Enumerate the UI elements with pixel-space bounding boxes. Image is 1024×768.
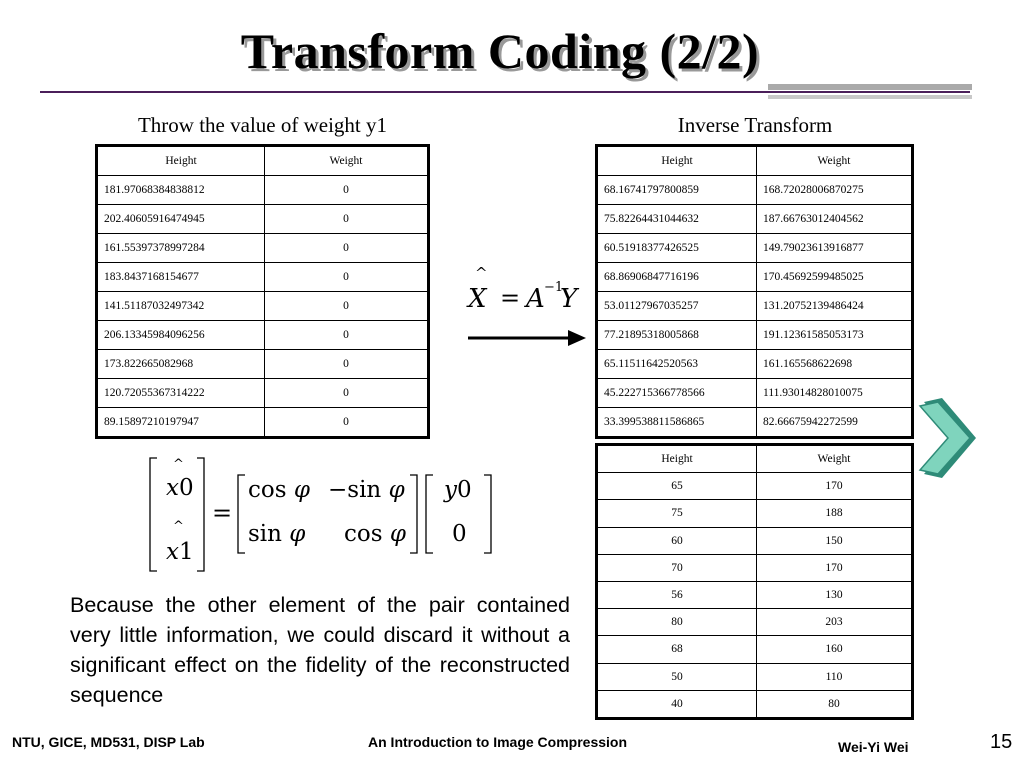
cell-weight: 0 (265, 321, 429, 350)
cell-weight: 131.20752139486424 (757, 292, 913, 321)
matrix-r1c2: −sin φ (328, 477, 405, 503)
cell-height: 68 (597, 636, 757, 663)
cell-height: 40 (597, 690, 757, 718)
cell-weight: 161.165568622698 (757, 350, 913, 379)
matrix-brackets (148, 455, 498, 575)
table-row (597, 663, 913, 690)
cell-height: 65 (597, 473, 757, 500)
table-row (597, 205, 913, 234)
cell-weight: 80 (757, 690, 913, 718)
table-row (597, 176, 913, 205)
cell-weight: 187.66763012404562 (757, 205, 913, 234)
table-row (97, 263, 429, 292)
table-row (97, 350, 429, 379)
cell-height: 53.01127967035257 (597, 292, 757, 321)
cell-height: 56 (597, 581, 757, 608)
table-row (97, 292, 429, 321)
inverse-transform-equation (460, 262, 590, 362)
cell-weight: 0 (265, 292, 429, 321)
column-header-weight: Weight (265, 146, 429, 176)
matrix-r2c1: sin φ (248, 521, 306, 547)
cell-height: 161.55397378997284 (97, 234, 265, 263)
caption-right: Inverse Transform (677, 113, 833, 137)
table-row (97, 321, 429, 350)
cell-height: 45.222715366778566 (597, 379, 757, 408)
cell-weight: 170.45692599485025 (757, 263, 913, 292)
inverse-superscript: −1 (544, 280, 564, 295)
title-rule (40, 91, 970, 93)
cell-height: 77.21895318005868 (597, 321, 757, 350)
cell-weight: 0 (265, 408, 429, 438)
cell-weight: 111.93014828010075 (757, 379, 913, 408)
table-discarded-weight (95, 144, 430, 439)
table-row (97, 379, 429, 408)
table-reconstructed (595, 144, 914, 439)
cell-weight: 191.12361585053173 (757, 321, 913, 350)
cell-height: 60.51918377426525 (597, 234, 757, 263)
table-header-row (597, 146, 913, 176)
cell-weight: 0 (265, 234, 429, 263)
cell-weight: 160 (757, 636, 913, 663)
cell-weight: 149.79023613916877 (757, 234, 913, 263)
cell-height: 68.16741797800859 (597, 176, 757, 205)
cell-height: 68.86906847716196 (597, 263, 757, 292)
slide-title: Transform Coding (2/2) (240, 23, 760, 79)
title-accent-bar-light (768, 95, 972, 99)
cell-height: 70 (597, 554, 757, 581)
rotation-equation (148, 455, 498, 575)
cell-weight: 82.66675942272599 (757, 408, 913, 438)
matrix-r2c2: cos φ (344, 521, 406, 547)
table-row (597, 636, 913, 663)
column-header-weight: Weight (757, 146, 913, 176)
cell-height: 120.72055367314222 (97, 379, 265, 408)
cell-height: 60 (597, 527, 757, 554)
footer-course-title: An Introduction to Image Compression (368, 734, 628, 750)
cell-height: 80 (597, 609, 757, 636)
vector-bottom: 0 (452, 521, 467, 547)
table-row (597, 408, 913, 438)
table-row (597, 350, 913, 379)
cell-height: 141.51187032497342 (97, 292, 265, 321)
table-row (597, 473, 913, 500)
vector-top: y0 (444, 477, 472, 503)
table-header-row (597, 445, 913, 473)
cell-height: 89.15897210197947 (97, 408, 265, 438)
cell-weight: 188 (757, 500, 913, 527)
column-header-height: Height (597, 445, 757, 473)
cell-weight: 168.72028006870275 (757, 176, 913, 205)
page-number: 15 (990, 731, 1013, 753)
column-header-height: Height (597, 146, 757, 176)
cell-weight: 0 (265, 263, 429, 292)
cell-height: 181.97068384838812 (97, 176, 265, 205)
hat-symbol: ^ (173, 519, 184, 534)
table-row (597, 234, 913, 263)
table-row (597, 292, 913, 321)
right-arrow-icon (468, 326, 588, 350)
equals-sign: = (500, 284, 521, 312)
table-row (97, 234, 429, 263)
cell-weight: 0 (265, 379, 429, 408)
next-arrow-icon (918, 396, 982, 482)
title-accent-bar (768, 84, 972, 90)
cell-height: 65.11511642520563 (597, 350, 757, 379)
table-row (597, 554, 913, 581)
column-header-height: Height (97, 146, 265, 176)
cell-height: 50 (597, 663, 757, 690)
cell-weight: 150 (757, 527, 913, 554)
table-row (597, 500, 913, 527)
lhs-top: x0 (166, 475, 194, 501)
cell-weight: 0 (265, 205, 429, 234)
matrix-symbol: A (526, 284, 545, 314)
cell-height: 75.82264431044632 (597, 205, 757, 234)
vector-symbol: Y (560, 284, 578, 314)
cell-height: 202.40605916474945 (97, 205, 265, 234)
table-row (597, 690, 913, 718)
table-row (597, 321, 913, 350)
table-row (597, 581, 913, 608)
cell-weight: 130 (757, 581, 913, 608)
table-row (597, 609, 913, 636)
cell-weight: 110 (757, 663, 913, 690)
matrix-r1c1: cos φ (248, 477, 310, 503)
footer-lab: NTU, GICE, MD531, DISP Lab (12, 734, 205, 750)
cell-height: 173.822665082968 (97, 350, 265, 379)
cell-height: 75 (597, 500, 757, 527)
table-row (597, 263, 913, 292)
equation-lhs: X (468, 284, 487, 314)
lhs-bottom: x1 (166, 539, 194, 565)
cell-weight: 203 (757, 609, 913, 636)
hat-symbol: ^ (475, 264, 488, 282)
cell-height: 33.399538811586865 (597, 408, 757, 438)
table-header-row (97, 146, 429, 176)
cell-weight: 170 (757, 554, 913, 581)
caption-left: Throw the value of weight y1 (137, 113, 388, 137)
explanation-paragraph: Because the other element of the pair contained very little information, we could discard it without a significant effect on the fidelity of the reconstructed sequence (70, 593, 570, 707)
cell-weight: 0 (265, 176, 429, 205)
table-original (595, 443, 914, 720)
cell-weight: 0 (265, 350, 429, 379)
table-row (597, 527, 913, 554)
table-row (97, 176, 429, 205)
column-header-weight: Weight (757, 445, 913, 473)
hat-symbol: ^ (173, 457, 184, 472)
equals-sign: = (212, 499, 233, 527)
table-row (97, 205, 429, 234)
table-row (97, 408, 429, 438)
cell-weight: 170 (757, 473, 913, 500)
footer-author: Wei-Yi Wei (838, 739, 909, 755)
table-row (597, 379, 913, 408)
cell-height: 183.8437168154677 (97, 263, 265, 292)
cell-height: 206.13345984096256 (97, 321, 265, 350)
